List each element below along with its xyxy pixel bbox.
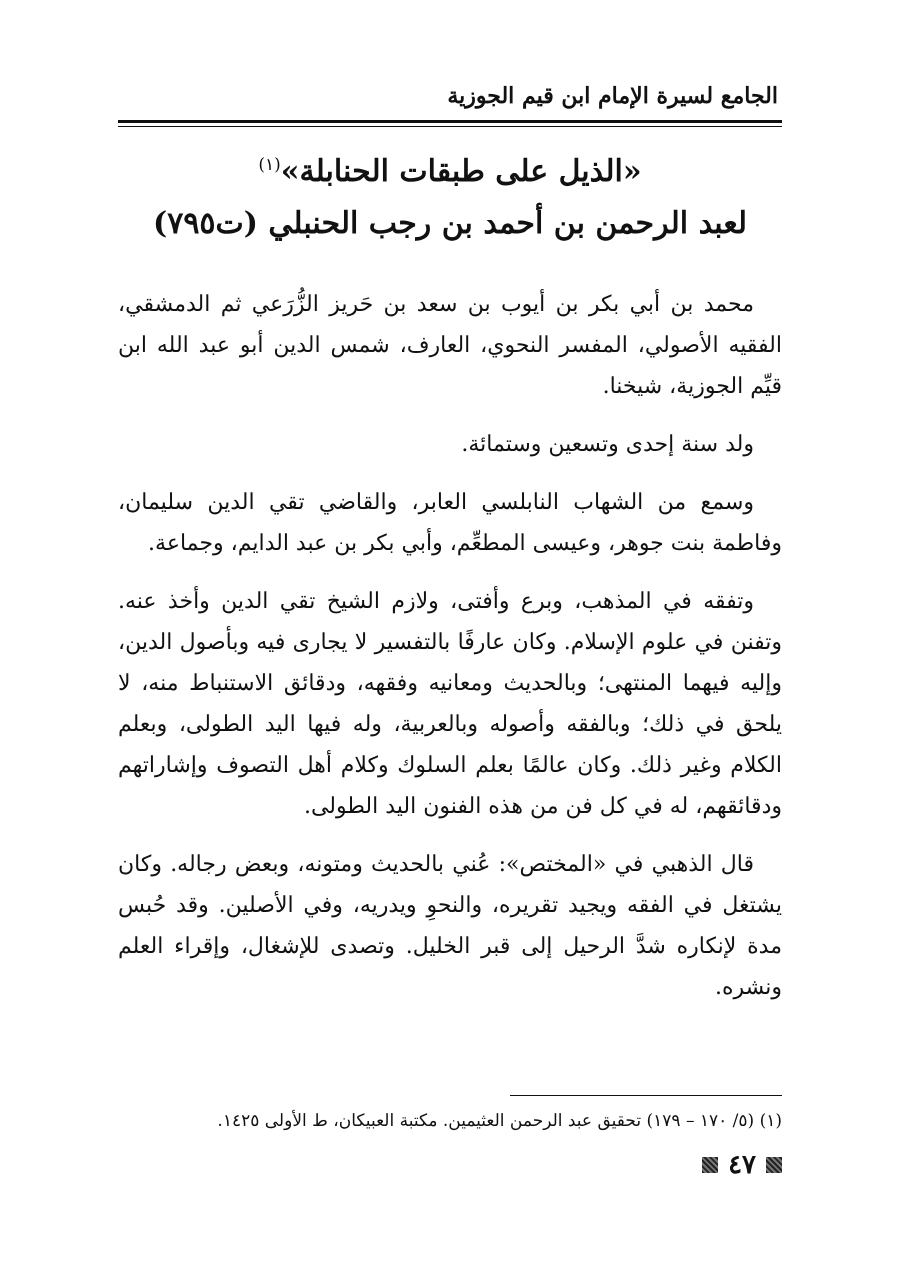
footnote: (١) (٥/ ١٧٠ – ١٧٩) تحقيق عبد الرحمن العثيمين. مكتبة العبيكان، ط الأولى ١٤٢٥.: [217, 1111, 782, 1131]
section-title: [118, 146, 782, 250]
paragraph-1: محمد بن أبي بكر بن أيوب بن سعد بن حَريز الزُّرَعي ثم الدمشقي، الفقيه الأصولي، المفسر النحوي، العارف، شمس الدين أبو عبد الله ابن قيِّم الجوزية، شيخنا.: [118, 292, 782, 399]
running-header: الجامع لسيرة الإمام ابن قيم الجوزية: [447, 83, 778, 109]
paragraph-5: قال الذهبي في «المختص»: عُني بالحديث ومتونه، وبعض رجاله. وكان يشتغل في الفقه ويجيد تقريره، والنحوِ ويدريه، وفي الأصلين. وقد حُبس مدة لإنكاره شدَّ الرحيل إلى قبر الخليل. وتصدى للإشغال، وإقراء العلم ونشره.: [118, 852, 782, 1000]
paragraph-3: وسمع من الشهاب النابلسي العابر، والقاضي تقي الدين سليمان، وفاطمة بنت جوهر، وعيسى المطعِّم، وأبي بكر بن عبد الدايم، وجماعة.: [118, 490, 782, 556]
footnote-rule: [510, 1095, 782, 1096]
ornament-icon: [702, 1157, 718, 1173]
title-book-name: «الذيل على طبقات الحنابلة»: [280, 154, 642, 189]
title-line-1: [118, 146, 782, 198]
page-number-block: [702, 1148, 782, 1182]
title-footnote-marker: (١): [258, 155, 281, 175]
header-rule-thin: [118, 126, 782, 127]
ornament-icon: [766, 1157, 782, 1173]
header-rule-thick: [118, 120, 782, 123]
body-text: [118, 284, 782, 1025]
paragraph-2: ولد سنة إحدى وتسعين وستمائة.: [461, 432, 754, 457]
title-line-2: لعبد الرحمن بن أحمد بن رجب الحنبلي (ت٧٩٥): [153, 206, 747, 241]
paragraph-4: وتفقه في المذهب، وبرع وأفتى، ولازم الشيخ تقي الدين وأخذ عنه. وتفنن في علوم الإسلام. وكان عارفًا بالتفسير لا يجارى فيه وبأصول الدين، وإليه فيهما المنتهى؛ وبالحديث ومعانيه وفقهه، ودقائق الاستنباط منه، لا يلحق في ذلك؛ وبالفقه وأصوله وبالعربية، وله فيها اليد الطولى، وبعلم الكلام وغير ذلك. وكان عالمًا بعلم السلوك وكلام أهل التصوف وإشاراتهم ودقائقهم، له في كل فن من هذه الفنون اليد الطولى.: [118, 589, 782, 819]
page-number: ٤٧: [728, 1150, 756, 1180]
